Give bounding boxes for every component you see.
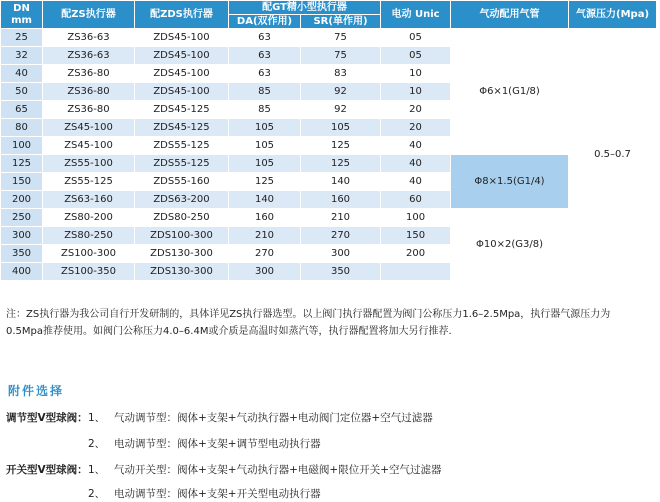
cell-unic: 05 bbox=[381, 29, 451, 47]
cell-sr: 75 bbox=[301, 47, 381, 65]
cell-zs: ZS36-80 bbox=[43, 83, 135, 101]
cell-da: 63 bbox=[229, 29, 301, 47]
cell-dn: 300 bbox=[1, 227, 43, 245]
cell-sr: 92 bbox=[301, 101, 381, 119]
table-note bbox=[6, 306, 656, 340]
cell-zs: ZS63-160 bbox=[43, 191, 135, 209]
cell-unic: 10 bbox=[381, 83, 451, 101]
accessory-item bbox=[6, 462, 442, 477]
header-tube: 气动配用气管 bbox=[451, 1, 569, 29]
note-line-2: 0.5Mpa推荐使用。如阀门公称压力4.0–6.4M或介质是高温时如蒸汽等，执行器配置将加大另行推荐. bbox=[6, 326, 452, 337]
accessory-index: 1、 bbox=[88, 412, 106, 424]
cell-dn: 40 bbox=[1, 65, 43, 83]
cell-zds: ZDS45-125 bbox=[135, 119, 229, 137]
cell-sr: 125 bbox=[301, 155, 381, 173]
cell-zs: ZS80-250 bbox=[43, 227, 135, 245]
cell-zds: ZDS45-125 bbox=[135, 101, 229, 119]
table-row bbox=[1, 155, 657, 173]
cell-zs: ZS45-100 bbox=[43, 119, 135, 137]
header-dn: DN mm bbox=[1, 1, 43, 29]
cell-zds: ZDS100-300 bbox=[135, 227, 229, 245]
cell-da: 105 bbox=[229, 155, 301, 173]
cell-zds: ZDS130-300 bbox=[135, 245, 229, 263]
accessory-index: 2、 bbox=[88, 438, 106, 450]
accessory-index: 1、 bbox=[88, 464, 106, 476]
accessory-text: 气动调节型：阀体+支架+气动执行器+电动阀门定位器+空气过滤器 bbox=[114, 412, 433, 424]
cell-tube-group-2: Φ8×1.5(G1/4) bbox=[451, 155, 569, 209]
cell-sr: 140 bbox=[301, 173, 381, 191]
cell-da: 85 bbox=[229, 101, 301, 119]
cell-da: 300 bbox=[229, 263, 301, 281]
header-da: DA(双作用) bbox=[229, 15, 301, 29]
header-pressure: 气源压力(Mpa) bbox=[569, 1, 657, 29]
accessory-text: 气动开关型：阀体+支架+气动执行器+电磁阀+限位开关+空气过滤器 bbox=[114, 464, 442, 476]
cell-sr: 83 bbox=[301, 65, 381, 83]
cell-dn: 150 bbox=[1, 173, 43, 191]
cell-unic: 60 bbox=[381, 191, 451, 209]
table-row bbox=[1, 209, 657, 227]
cell-zds: ZDS80-250 bbox=[135, 209, 229, 227]
header-sr: SR(单作用) bbox=[301, 15, 381, 29]
cell-pressure: 0.5–0.7 bbox=[569, 29, 657, 281]
cell-da: 140 bbox=[229, 191, 301, 209]
cell-da: 63 bbox=[229, 47, 301, 65]
cell-sr: 125 bbox=[301, 137, 381, 155]
cell-zds: ZDS63-200 bbox=[135, 191, 229, 209]
cell-dn: 80 bbox=[1, 119, 43, 137]
cell-unic: 20 bbox=[381, 119, 451, 137]
cell-zds: ZDS55-160 bbox=[135, 173, 229, 191]
cell-dn: 50 bbox=[1, 83, 43, 101]
accessory-text: 电动调节型：阀体+支架+开关型电动执行器 bbox=[114, 488, 321, 500]
cell-dn: 65 bbox=[1, 101, 43, 119]
cell-unic: 40 bbox=[381, 173, 451, 191]
cell-unic: 20 bbox=[381, 101, 451, 119]
cell-unic: 40 bbox=[381, 155, 451, 173]
cell-unic: 05 bbox=[381, 47, 451, 65]
header-zds: 配ZDS执行器 bbox=[135, 1, 229, 29]
cell-zds: ZDS45-100 bbox=[135, 83, 229, 101]
cell-dn: 100 bbox=[1, 137, 43, 155]
cell-unic bbox=[381, 263, 451, 281]
accessory-index: 2、 bbox=[88, 488, 106, 500]
cell-sr: 92 bbox=[301, 83, 381, 101]
header-zs: 配ZS执行器 bbox=[43, 1, 135, 29]
cell-da: 105 bbox=[229, 119, 301, 137]
accessories-title: 附件选择 bbox=[8, 384, 65, 398]
cell-zs: ZS100-350 bbox=[43, 263, 135, 281]
cell-da: 270 bbox=[229, 245, 301, 263]
table-row bbox=[1, 29, 657, 47]
cell-da: 63 bbox=[229, 65, 301, 83]
cell-dn: 350 bbox=[1, 245, 43, 263]
header-gt: 配GT精小型执行器 bbox=[229, 1, 381, 15]
cell-unic: 10 bbox=[381, 65, 451, 83]
cell-da: 160 bbox=[229, 209, 301, 227]
cell-sr: 300 bbox=[301, 245, 381, 263]
note-line-1: 注：ZS执行器为我公司自行开发研制的，具体详见ZS执行器选型。以上阀门执行器配置为阀门公称压力1.6–2.5Mpa，执行器气源压力为 bbox=[6, 309, 611, 320]
cell-da: 105 bbox=[229, 137, 301, 155]
cell-dn: 125 bbox=[1, 155, 43, 173]
cell-zs: ZS36-63 bbox=[43, 29, 135, 47]
cell-sr: 350 bbox=[301, 263, 381, 281]
accessory-group-label: 调节型V型球阀： bbox=[6, 412, 88, 424]
accessory-group-label: 开关型V型球阀： bbox=[6, 464, 88, 476]
cell-zds: ZDS130-300 bbox=[135, 263, 229, 281]
cell-zs: ZS45-100 bbox=[43, 137, 135, 155]
cell-da: 85 bbox=[229, 83, 301, 101]
cell-unic: 150 bbox=[381, 227, 451, 245]
cell-sr: 270 bbox=[301, 227, 381, 245]
cell-zs: ZS100-300 bbox=[43, 245, 135, 263]
cell-da: 125 bbox=[229, 173, 301, 191]
cell-da: 210 bbox=[229, 227, 301, 245]
accessory-text: 电动调节型：阀体+支架+调节型电动执行器 bbox=[114, 438, 321, 450]
cell-sr: 210 bbox=[301, 209, 381, 227]
cell-dn: 25 bbox=[1, 29, 43, 47]
cell-unic: 40 bbox=[381, 137, 451, 155]
cell-unic: 100 bbox=[381, 209, 451, 227]
cell-tube-group-3: Φ10×2(G3/8) bbox=[451, 209, 569, 281]
accessory-item bbox=[6, 486, 321, 501]
cell-zs: ZS55-100 bbox=[43, 155, 135, 173]
header-unic: 电动 Unic bbox=[381, 1, 451, 29]
cell-zds: ZDS55-125 bbox=[135, 137, 229, 155]
cell-dn: 32 bbox=[1, 47, 43, 65]
accessory-item bbox=[6, 410, 433, 425]
cell-zs: ZS36-80 bbox=[43, 101, 135, 119]
cell-zds: ZDS45-100 bbox=[135, 65, 229, 83]
cell-dn: 200 bbox=[1, 191, 43, 209]
cell-unic: 200 bbox=[381, 245, 451, 263]
accessory-item bbox=[6, 436, 321, 451]
cell-zds: ZDS45-100 bbox=[135, 29, 229, 47]
cell-tube-group-1: Φ6×1(G1/8) bbox=[451, 29, 569, 155]
cell-sr: 75 bbox=[301, 29, 381, 47]
cell-zs: ZS80-200 bbox=[43, 209, 135, 227]
cell-zds: ZDS45-100 bbox=[135, 47, 229, 65]
cell-zds: ZDS55-125 bbox=[135, 155, 229, 173]
cell-sr: 105 bbox=[301, 119, 381, 137]
cell-dn: 250 bbox=[1, 209, 43, 227]
cell-sr: 160 bbox=[301, 191, 381, 209]
cell-zs: ZS55-125 bbox=[43, 173, 135, 191]
cell-dn: 400 bbox=[1, 263, 43, 281]
cell-zs: ZS36-63 bbox=[43, 47, 135, 65]
cell-zs: ZS36-80 bbox=[43, 65, 135, 83]
